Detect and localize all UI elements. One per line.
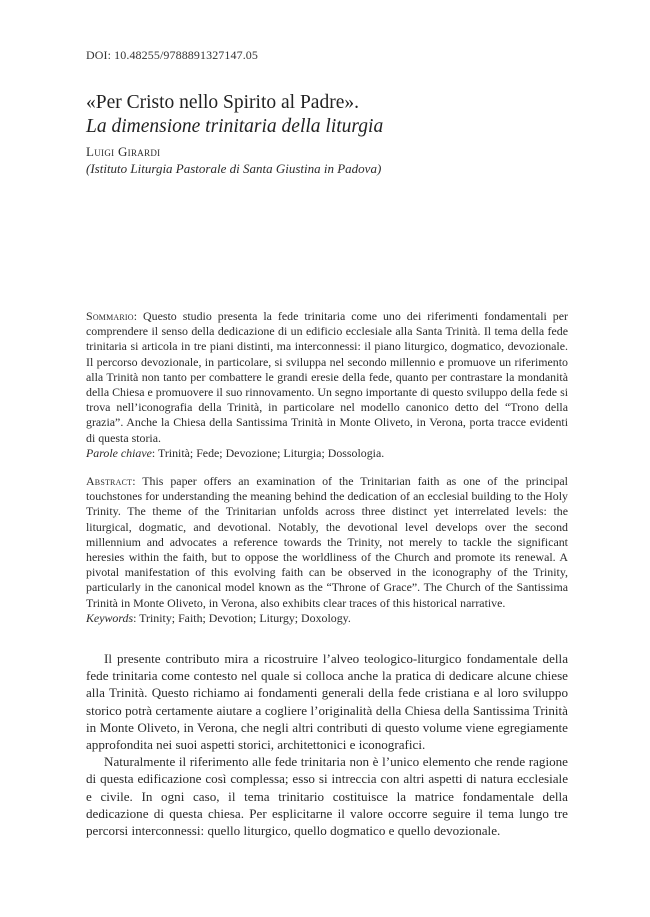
sommario-text: : Questo studio presenta la fede trinitaria come uno dei riferimenti fondamentali per comprendere il senso della dedicazione di un edificio ecclesiale alla Santa Trinità. Il tema della fede trinitaria si articola in tre piani distinti, ma interconnessi: il piano liturgico, dogmatico, devozionale. Il percorso devozionale, in particolare, si sviluppa nel secondo millennio e promuove un riferimento alla Trinità non tanto per combattere le grandi eresie della fede, quanto per contrastare la mondanità della Chiesa e promuovere il suo rinnovamento. Un segno importante di questo sviluppo della fede si trova nell’iconografia della Trinità, in particolare nel modello canonico detto del “Trono della grazia”. Anche la Chiesa della Santissima Trinità in Monte Oliveto, in Verona, porta tracce evidenti di questa storia. [86,309,568,445]
sommario-keywords [86,446,568,461]
author-affiliation: (Istituto Liturgia Pastorale di Santa Giustina in Padova) [86,161,382,176]
abstract-keywords [86,611,568,626]
abstract-keywords-label: Keywords [86,610,134,625]
abstract-text: : This paper offers an examination of the Trinitarian faith as one of the principal touchstones for understanding the meaning behind the dedication of an ecclesial building to the Holy Trinity. The theme of the Trinitarian unfolds across three distinct yet interrelated levels: the liturgical, dogmatic, and devotional. Notably, the devotional level develops over the second millennium and advocates a reference towards the Trinity, not merely to tackle the significant heresies within the faith, but to oppose the worldliness of the Church and promote its renewal. A pivotal manifestation of this evolving faith can be observed in the iconography of the Trinity, particularly in the canonical model known as the “Throne of Grace”. The Church of the Santissima Trinità in Monte Oliveto, in Verona, also exhibits clear traces of this historical narrative. [86,474,568,610]
abstract-section [86,474,568,626]
author-name: Luigi Girardi [86,144,161,159]
sommario-keywords-text: : Trinità; Fede; Devozione; Liturgia; Dossologia. [151,445,385,460]
doi-line: DOI: 10.48255/9788891327147.05 [86,48,258,62]
abstract-keywords-text: : Trinity; Faith; Devotion; Liturgy; Doxology. [133,610,351,625]
article-header [86,91,566,177]
body-paragraph: Naturalmente il riferimento alle fede trinitaria non è l’unico elemento che rende ragione di questa edificazione così complessa; esso si intreccia con altri aspetti di natura ecclesiale e civile. In ogni caso, il tema trinitario costituisce la matrice fondamentale della dedicazione di questa chiesa. Per esplicitarne il valore occorre seguire il tema lungo tre percorsi interconnessi: quello liturgico, quello dogmatico e quello devozionale. [86,754,568,839]
abstract-paragraph [86,474,568,611]
article-subtitle: La dimensione trinitaria della liturgia [86,116,384,137]
sommario-label: Sommario [86,309,134,323]
abstract-label: Abstract [86,474,133,488]
article-title: «Per Cristo nello Spirito al Padre». [86,92,359,113]
sommario-section [86,309,568,461]
body-text [86,650,568,839]
body-paragraph: Il presente contributo mira a ricostruire l’alveo teologico-liturgico fondamentale della fede trinitaria come contesto nel quale si colloca anche la pratica di dedicare alcune chiese alla Trinità. Questo richiamo ai fondamenti generali della fede cristiana e al loro sviluppo storico potrà certamente aiutare a cogliere l’originalità della Chiesa della Santissima Trinità in Monte Oliveto, in Verona, che negli altri contributi di questo volume viene egregiamente approfondita nei suoi aspetti storici, architettonici e iconografici. [86,651,568,753]
sommario-keywords-label: Parole chiave [86,445,152,460]
sommario-paragraph [86,309,568,446]
